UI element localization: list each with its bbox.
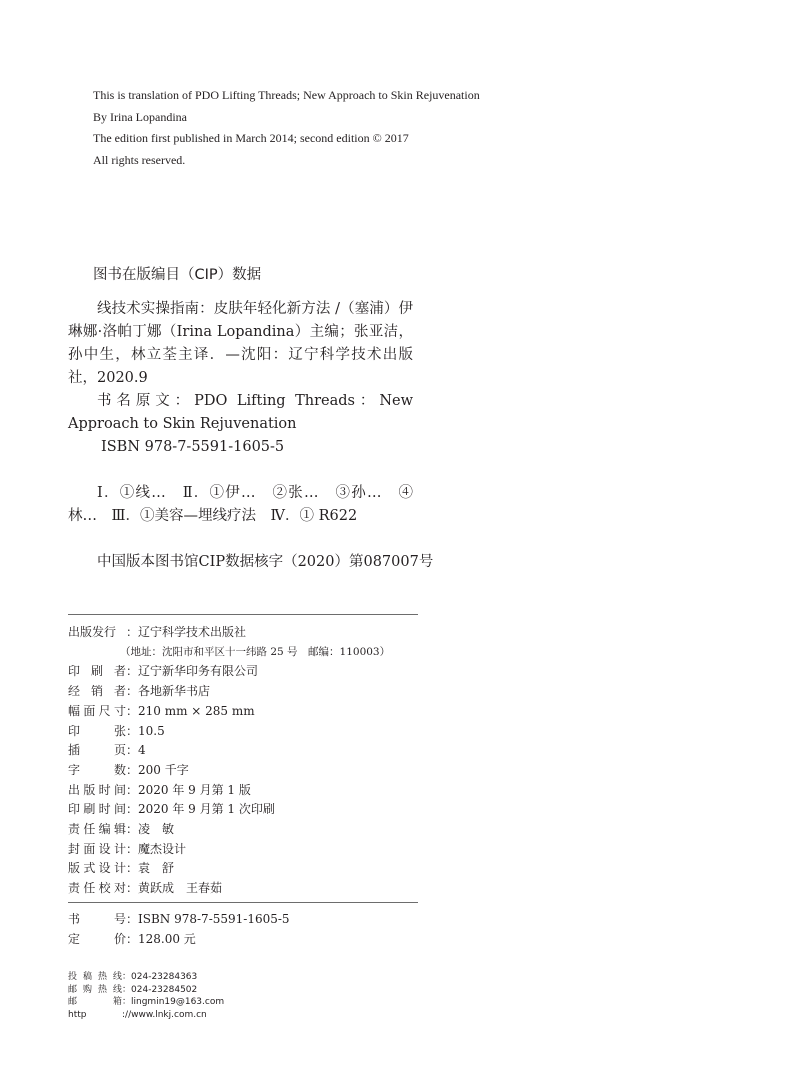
contact-value: 024-23284502 [131,984,198,995]
info-label: 出 版 时 间 [68,782,126,797]
top-divider [68,614,418,615]
price-value: 128.00 元 [138,931,196,946]
contact-row: 邮 箱 ： lingmin19@163.com [68,997,225,1007]
info-row: 经 销 者 ： 各地新华书店 [68,682,390,702]
cip-description: 线技术实操指南：皮肤年轻化新方法 /（塞浦）伊琳娜·洛帕丁娜（Irina Lopandina）主编；张亚洁，孙中生，林立荃主译．—沈阳：辽宁科学技术出版社，2020.9 [68,301,413,386]
info-value: 各地新华书店 [138,684,211,699]
info-value: 2020 年 9 月第 1 版 [138,782,251,797]
info-row: 字 数 ： 200 千字 [68,761,390,781]
info-row: 幅 面 尺 寸 ： 210 mm × 285 mm [68,702,390,722]
contact-label: 邮 箱 [68,997,122,1007]
info-row: 插 页 ： 4 [68,741,390,761]
info-row: 责 任 校 对 ： 黄跃成 王春茹 [68,879,390,899]
publisher-value: 辽宁科学技术出版社 [138,625,247,639]
info-value: 10.5 [138,723,165,738]
english-copyright-notice [93,85,480,171]
info-value: 辽宁新华印务有限公司 [138,664,259,679]
info-label: 责 任 编 辑 [68,822,126,837]
book-number-row: 书 号 ： ISBN 978-7-5591-1605-5 [68,910,290,930]
price-info [68,910,290,949]
contact-label: 投 稿 热 线 [68,972,122,982]
info-row: 出 版 时 间 ： 2020 年 9 月第 1 版 [68,781,390,801]
publisher-label: 出版发行 [68,625,117,639]
info-row: 责 任 编 辑 ： 凌 敏 [68,820,390,840]
cip-verification: 中国版本图书馆CIP数据核字（2020）第087007号 [97,554,434,570]
info-label: 印 张 [68,723,126,738]
info-row: 版 式 设 计 ： 袁 舒 [68,859,390,879]
book-number-value: ISBN 978-7-5591-1605-5 [138,912,290,926]
info-row: 封 面 设 计 ： 魔杰设计 [68,840,390,860]
price-row: 定 价 ： 128.00 元 [68,930,290,950]
info-label: 版 式 设 计 [68,861,126,876]
contact-value[interactable]: //www.lnkj.com.cn [125,1009,207,1020]
info-row: 印 刷 时 间 ： 2020 年 9 月第 1 次印刷 [68,800,390,820]
info-label: 责 任 校 对 [68,881,126,896]
publisher-row: 出版发行 ： 辽宁科学技术出版社 [68,623,390,643]
contact-row: 邮 购 热 线 ： 024-23284502 [68,984,198,995]
publication-info [68,623,390,899]
info-label: 印 刷 者 [68,664,126,679]
info-value: 黄跃成 王春茹 [138,881,223,896]
info-label: 封 面 设 计 [68,841,126,856]
translation-line: This is translation of PDO Lifting Threads; New Approach to Skin Rejuvenation [93,88,480,102]
author-line: By Irina Lopandina [93,109,187,124]
book-number-label: 书 号 [68,912,126,926]
info-value: 200 千字 [138,762,189,777]
info-value: 4 [138,743,146,758]
contact-row: 投 稿 热 线 ： 024-23284363 [68,972,198,982]
bottom-divider [68,902,418,903]
cip-heading: 图书在版编目（CIP）数据 [93,267,262,283]
contact-list [68,971,224,1021]
info-label: 幅 面 尺 寸 [68,703,126,718]
info-value: 袁 舒 [138,861,175,876]
cip-isbn: ISBN 978-7-5591-1605-5 [101,439,285,455]
info-value: 凌 敏 [138,822,175,837]
info-label: 插 页 [68,743,126,758]
info-row: 印 张 ： 10.5 [68,722,390,742]
info-value: 210 mm × 285 mm [138,703,255,718]
info-label: 字 数 [68,762,126,777]
contact-value[interactable]: lingmin19@163.com [131,997,225,1007]
contact-value: 024-23284363 [131,972,198,982]
cip-data-block [68,298,434,574]
info-label: 印 刷 时 间 [68,802,126,817]
contact-label: 邮 购 热 线 [68,984,122,995]
cip-classification: Ⅰ．①线… Ⅱ．①伊… ②张… ③孙… ④林… Ⅲ．①美容—埋线疗法 Ⅳ．① R622 [68,485,413,524]
contact-label: http [68,1009,87,1020]
cip-original-title: 书名原文：PDO Lifting Threads：New Approach to Skin Rejuvenation [68,393,413,432]
edition-line: The edition first published in March 2014; second edition © 2017 [93,131,409,145]
publisher-address: （地址：沈阳市和平区十一纬路 25 号 邮编：110003） [120,645,391,658]
info-value: 魔杰设计 [138,841,187,856]
info-label: 经 销 者 [68,684,126,699]
price-label: 定 价 [68,931,126,946]
contact-row: http : //www.lnkj.com.cn [68,1009,207,1020]
info-value: 2020 年 9 月第 1 次印刷 [138,802,275,817]
info-row: 印 刷 者 ： 辽宁新华印务有限公司 [68,662,390,682]
rights-line: All rights reserved. [93,152,186,167]
info-rows [68,662,390,898]
